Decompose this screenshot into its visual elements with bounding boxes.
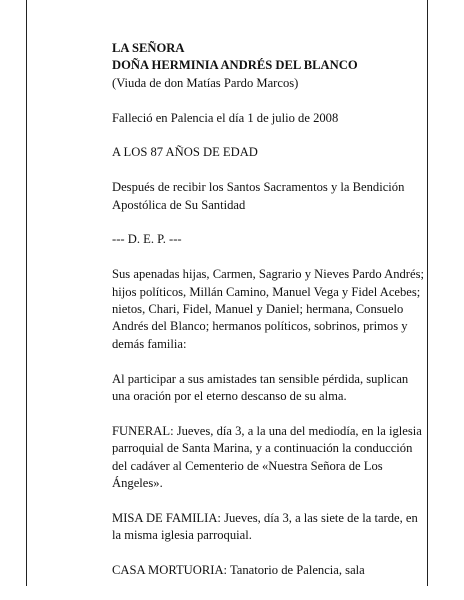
rip-line: --- D. E. P. --- bbox=[112, 232, 182, 247]
prayer-request: Al participar a sus amistades tan sensible pérdida, suplican una oración por el eterno descanso de su alma. bbox=[112, 371, 409, 404]
age-notice: A LOS 87 AÑOS DE EDAD bbox=[112, 145, 258, 160]
sacraments-notice: Después de recibir los Santos Sacramentos y la Bendición Apostólica de Su Santidad bbox=[112, 180, 405, 212]
title-line: LA SEÑORA bbox=[112, 41, 185, 55]
obituary-header bbox=[112, 40, 424, 92]
widow-note: (Viuda de don Matías Pardo Marcos) bbox=[112, 75, 299, 90]
funeral-details: FUNERAL: Jueves, día 3, a la una del mediodía, en la iglesia parroquial de Santa Marina, y a continuación la conducción del cadáver al Cementerio de «Nuestra Señora de Los Ángeles». bbox=[112, 423, 422, 491]
family-paragraph: Sus apenadas hijas, Carmen, Sagrario y Nieves Pardo Andrés; hijos políticos, Millán Camino, Manuel Vega y Fidel Acebes; nietos, Chari, Fidel, Manuel y Daniel; hermana, Consuelo Andrés del Blanco; hermanos políticos, sobrinos, primos y demás familia: bbox=[112, 267, 424, 351]
funeral-home-details: CASA MORTUORIA: Tanatorio de Palencia, sala bbox=[112, 563, 365, 578]
obituary-text bbox=[112, 40, 424, 597]
family-mass-details: MISA DE FAMILIA: Jueves, día 3, a las siete de la tarde, en la misma iglesia parroquial. bbox=[112, 510, 418, 543]
death-notice: Falleció en Palencia el día 1 de julio de 2008 bbox=[112, 110, 339, 125]
deceased-name: DOÑA HERMINIA ANDRÉS DEL BLANCO bbox=[112, 58, 358, 73]
